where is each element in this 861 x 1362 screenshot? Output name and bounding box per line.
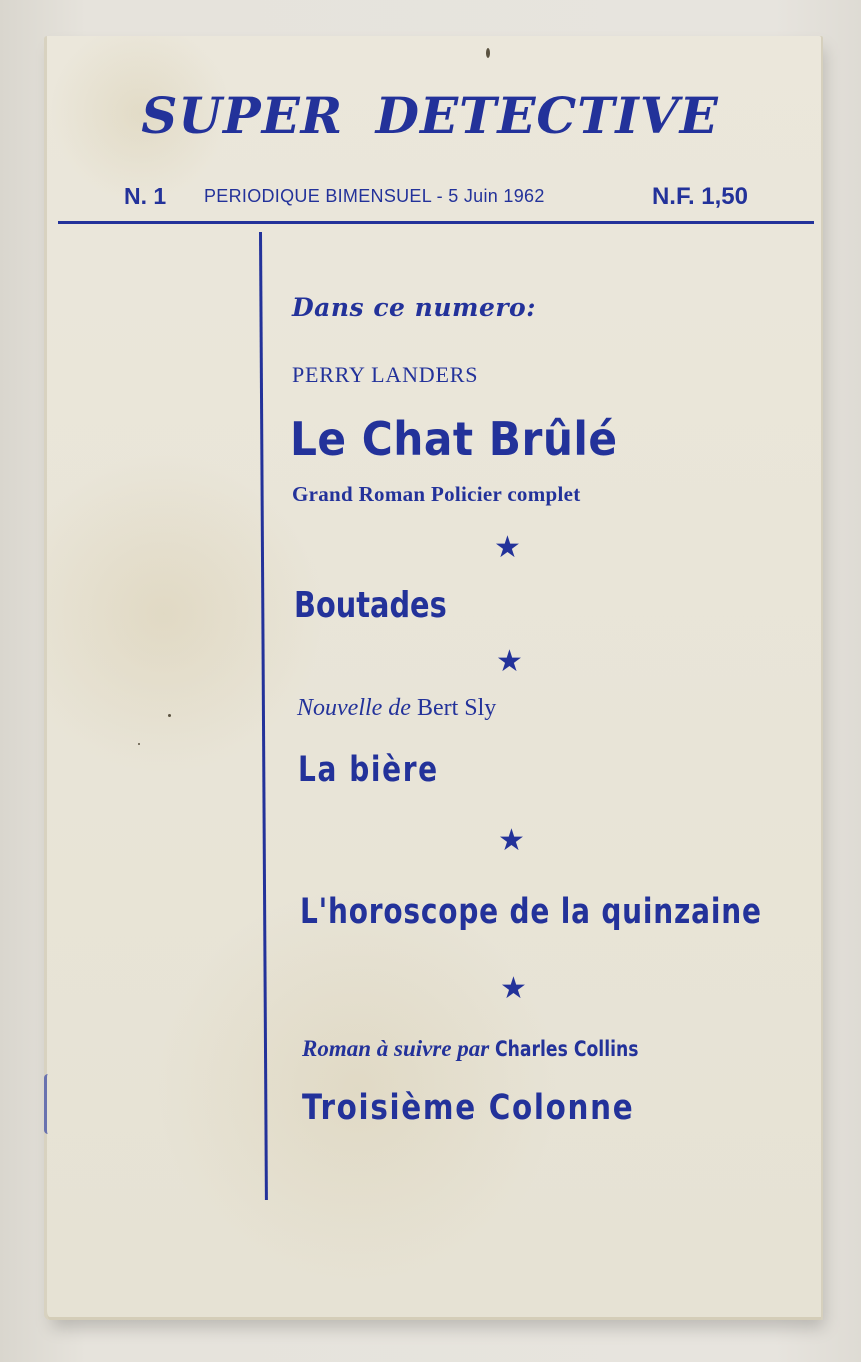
header-rule [58, 221, 814, 224]
star-separator-icon: ★ [496, 644, 523, 679]
paper-speck [138, 743, 140, 745]
byline-author: Bert Sly [416, 695, 497, 721]
byline-label: Roman à suivre par [302, 1036, 490, 1061]
item-title: Le Chat Brûlé [290, 412, 618, 466]
paper-speck [486, 48, 490, 58]
item-title: L'horoscope de la quinzaine [300, 892, 762, 932]
issue-price: N.F. 1,50 [651, 183, 748, 210]
star-separator-icon: ★ [500, 971, 527, 1006]
item-byline [302, 1036, 670, 1062]
issue-periodicity-date: PERIODIQUE BIMENSUEL - 5 Juin 1962 [204, 186, 545, 206]
item-title: La bière [298, 750, 439, 790]
contents-heading: Dans ce numero: [292, 293, 536, 322]
item-byline [297, 695, 496, 722]
spine-ink-mark [44, 1074, 55, 1134]
byline-label: Nouvelle de [297, 695, 411, 721]
star-separator-icon: ★ [494, 530, 521, 565]
byline-author: Charles Collins [494, 1037, 639, 1061]
star-separator-icon: ★ [498, 823, 525, 858]
item-title: Boutades [294, 585, 447, 626]
issue-info-row [124, 180, 754, 210]
issue-number: N. 1 [124, 183, 167, 209]
item-title: Troisième Colonne [302, 1088, 635, 1128]
item-author: PERRY LANDERS [292, 362, 479, 387]
masthead-title: SUPER DETECTIVE [141, 86, 719, 145]
item-subtitle: Grand Roman Policier complet [292, 482, 581, 506]
paper-speck [168, 714, 171, 717]
